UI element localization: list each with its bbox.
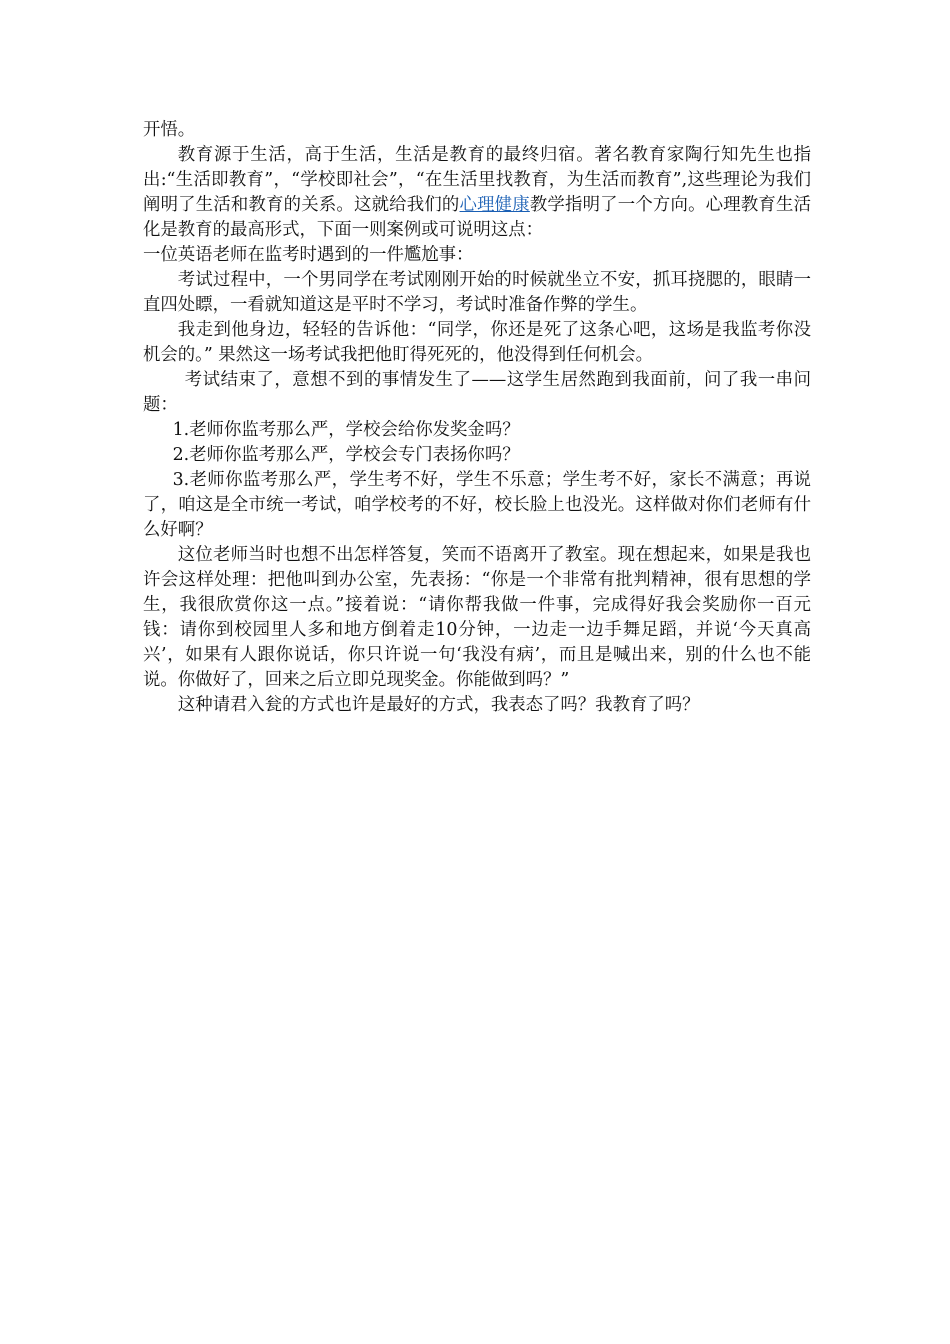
paragraph-case-intro: 一位英语老师在监考时遇到的一件尷尬事：: [143, 245, 474, 265]
paragraph-reflection: 这位老师当时也想不出怎样答复，笑而不语离开了教室。现在想起来，如果是我也许会这样处理：把他叫到办公室，先表扬：“你是一个非常有批判精神，很有思想的学生，我很欣赏你这一点。”接着说：“请你帮我做一件事，完成得好我会奖励你一百元钱：请你到校园里人多和地方倒着走10分钟，一边走一边手舞足蹈，并说‘今天真高兴’，如果有人跟你说话，你只许说一句‘我没有病’，而且是喊出来，别的什么也不能说。你做好了，回来之后立即兑现奖金。你能做到吗？”: [143, 545, 811, 690]
paragraph-opening: 开悟。: [143, 120, 196, 140]
paragraph-education-life: [143, 143, 811, 243]
paragraph-text: 教学指明了一个方向。心理教育生活化是教育的最高形式，下面一则案例或可说明这点：: [143, 195, 811, 240]
paragraph-teacher-warning: 我走到他身边，轻轻的告诉他：“同学，你还是死了这条心吧，这场是我监考你没机会的。” 果然这一场考试我把他盯得死死的，他没得到任何机会。: [143, 320, 811, 365]
question-item-2: 2.老师你监考那么严，学校会专门表扬你吗？: [172, 445, 520, 465]
question-item-3: 3.老师你监考那么严，学生考不好，学生不乐意；学生考不好，家长不满意；再说了，咱这是全市统一考试，咱学校考的不好，校长脸上也没光。这样做对你们老师有什么好啊？: [143, 470, 811, 540]
paragraph-text: 教育源于生活，高于生活，生活是教育的最终归宿。著名教育家陶行知先生也指出:“生活即教育”，“学校即社会”，“在生活里找教育，为生活而教育”,这些理论为我们阐明了生活和教育的关系。这就给我们的: [143, 145, 811, 215]
paragraph-conclusion: 这种请君入瓮的方式也许是最好的方式，我表态了吗？我教育了吗？: [177, 695, 700, 715]
paragraph-exam-student: 考试过程中，一个男同学在考试刚刚开始的时候就坐立不安，抓耳挠腮的，眼睛一直四处瞟，一看就知道这是平时不学习，考试时准备作弊的学生。: [143, 270, 811, 315]
mental-health-link[interactable]: 心理健康: [459, 195, 530, 215]
question-item-1: 1.老师你监考那么严，学校会给你发奖金吗？: [172, 420, 520, 440]
document-body: [143, 118, 811, 718]
paragraph-exam-end: 考试结束了，意想不到的事情发生了——这学生居然跑到我面前，问了我一串问题：: [143, 370, 811, 415]
